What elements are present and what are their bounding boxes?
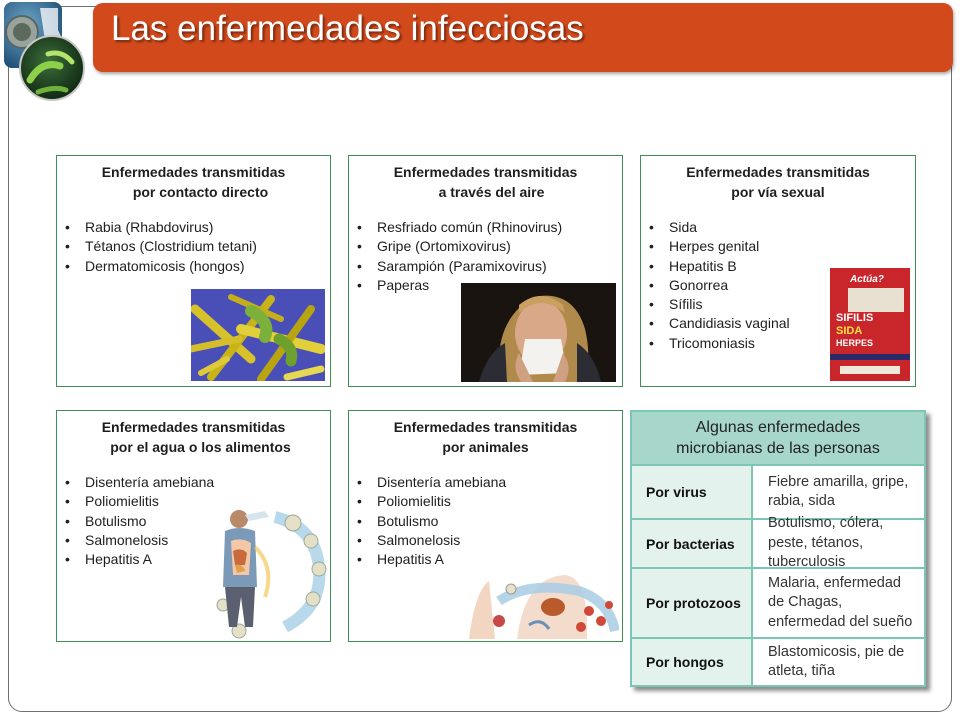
row-value: Botulismo, cólera, peste, tétanos, tuberculosis: [768, 515, 884, 571]
poster-line: HERPES: [836, 338, 874, 348]
list-item: • Botulismo: [357, 512, 506, 531]
card-sexual: [640, 155, 916, 387]
list-item: • Hepatitis B: [649, 257, 790, 276]
sneezing-woman-photo: [461, 283, 616, 382]
list-item: • Dermatomicosis (hongos): [65, 257, 257, 276]
list-item: • Rabia (Rhabdovirus): [65, 218, 257, 237]
table-header: [632, 412, 924, 464]
poster-strip: [840, 366, 900, 374]
list-item: • Tricomoniasis: [649, 334, 790, 353]
list-item: • Tétanos (Clostridium tetani): [65, 237, 257, 256]
list-item: • Sífilis: [649, 295, 790, 314]
card-title-line: por animales: [442, 439, 529, 455]
card-title-line: Enfermedades transmitidas: [101, 419, 286, 435]
poster-line: SIDA: [836, 325, 863, 337]
row-key: Por virus: [632, 466, 753, 518]
table-row: [632, 515, 924, 571]
row-key: Por bacterias: [632, 520, 753, 567]
microbial-diseases-table: [630, 410, 926, 687]
row-value: Malaria, enfermedad de Chagas, enfermedad del sueño: [768, 574, 913, 630]
card-title: [349, 162, 622, 202]
list-item: • Hepatitis A: [65, 550, 214, 569]
table-row: [632, 637, 924, 685]
card-title-line: por vía sexual: [731, 184, 825, 200]
list-item: • Salmonelosis: [357, 531, 506, 550]
card-title: [57, 417, 330, 457]
card-animals: [348, 410, 623, 642]
card-title-line: por el agua o los alimentos: [110, 439, 291, 455]
table-row: [632, 567, 924, 637]
card-title-line: Enfermedades transmitidas: [686, 164, 870, 180]
list-item: • Salmonelosis: [65, 531, 214, 550]
disease-list: [65, 473, 214, 569]
parasite-cycle-illustration: [469, 571, 619, 639]
digestion-illustration: [215, 507, 327, 641]
row-key: Por protozoos: [632, 569, 753, 637]
poster-band: [848, 288, 904, 312]
list-item: • Disentería amebiana: [65, 473, 214, 492]
poster-strip: [830, 354, 910, 360]
card-water-food: [56, 410, 331, 642]
table-header-line: Algunas enfermedades: [695, 419, 861, 436]
list-item: • Sida: [649, 218, 790, 237]
list-item: • Resfriado común (Rhinovirus): [357, 218, 562, 237]
poster-line: SIFILIS: [836, 312, 874, 324]
disease-list: [649, 218, 790, 353]
disease-list: [357, 473, 506, 569]
list-item: • Candidiasis vaginal: [649, 314, 790, 333]
list-item: • Botulismo: [65, 512, 214, 531]
card-title-line: Enfermedades transmitidas: [101, 164, 286, 180]
card-title-line: Enfermedades transmitidas: [393, 419, 578, 435]
list-item: • Disentería amebiana: [357, 473, 506, 492]
list-item: • Hepatitis A: [357, 550, 506, 569]
list-item: • Paperas: [357, 276, 562, 295]
list-item: • Poliomielitis: [357, 492, 506, 511]
title-bar: [93, 3, 953, 72]
row-key: Por hongos: [632, 639, 753, 685]
list-item: • Sarampión (Paramixovirus): [357, 257, 562, 276]
table-row: [632, 464, 924, 518]
poster-title: Actúa?: [850, 274, 884, 285]
card-title-line: por contacto directo: [132, 184, 269, 200]
card-title: [349, 417, 622, 457]
card-air: [348, 155, 623, 387]
bacteria-photo: [191, 289, 325, 381]
row-value: Fiebre amarilla, gripe, rabia, sida: [768, 473, 909, 509]
health-poster-image: [830, 268, 910, 381]
list-item: • Poliomielitis: [65, 492, 214, 511]
list-item: • Gripe (Ortomixovirus): [357, 237, 562, 256]
table-header-line: microbianas de las personas: [676, 440, 880, 457]
microscope-logo-icon: [0, 0, 100, 106]
list-item: • Gonorrea: [649, 276, 790, 295]
disease-list: [65, 218, 257, 276]
page-title: Las enfermedades infecciosas: [111, 9, 584, 48]
card-contact: [56, 155, 331, 387]
row-value: Blastomicosis, pie de atleta, tiña: [768, 643, 905, 679]
list-item: • Herpes genital: [649, 237, 790, 256]
card-title: [641, 162, 915, 202]
card-title-line: a través del aire: [438, 184, 545, 200]
card-title: [57, 162, 330, 202]
card-title-line: Enfermedades transmitidas: [393, 164, 578, 180]
